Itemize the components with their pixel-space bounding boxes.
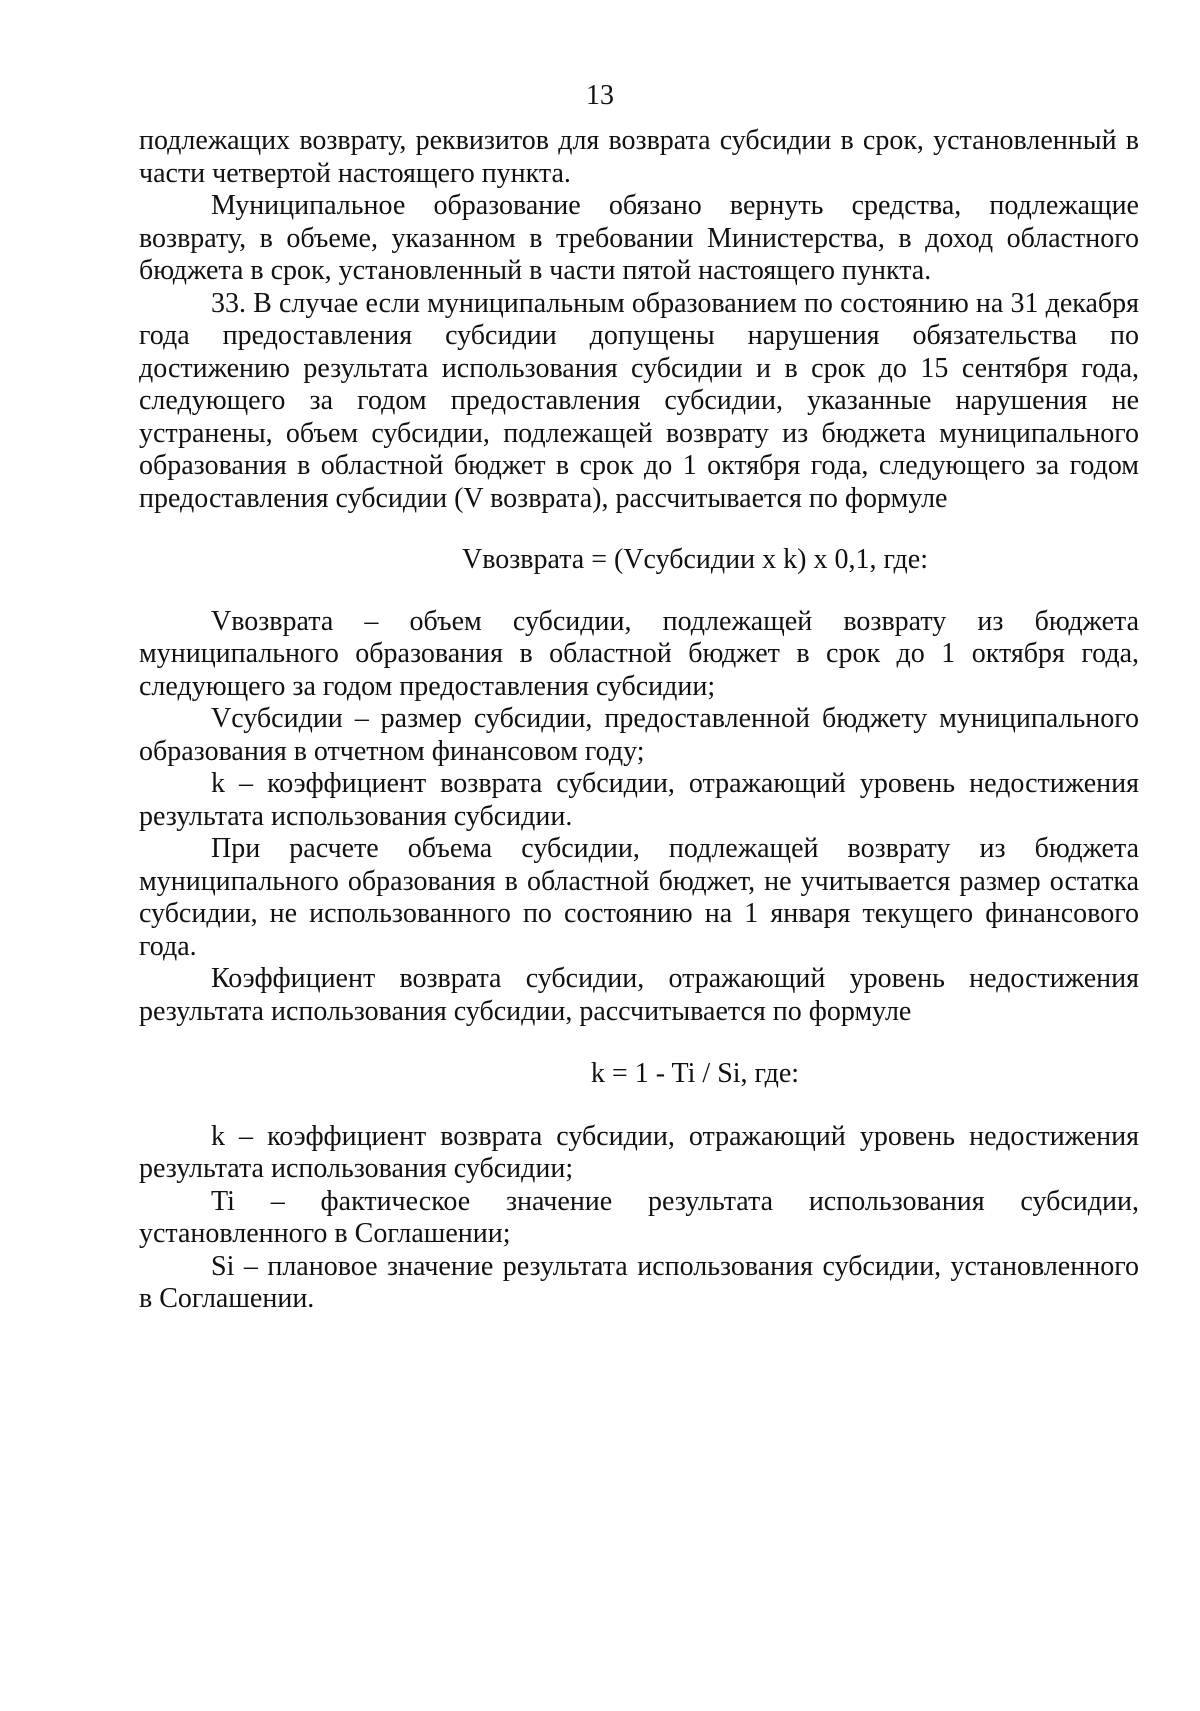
document-body [139, 125, 1139, 1316]
paragraph-clause-33: 33. В случае если муниципальным образованием по состоянию на 31 декабря года предоставления субсидии допущены нарушения обязательства по достижению результата использования субсидии и в срок до 15 сентября года, следующего за годом предоставления субсидии, указанные нарушения не устранены, объем субсидии, подлежащей возврату из бюджета муниципального образования в областной бюджет в срок до 1 октября года, следующего за годом предоставления субсидии (V возврата), рассчитывается по формуле [139, 287, 1139, 514]
paragraph-remainder-note: При расчете объема субсидии, подлежащей возврату из бюджета муниципального образования в областной бюджет, не учитывается размер остатка субсидии, не использованного по состоянию на 1 января текущего финансового года. [139, 833, 1139, 962]
paragraph-coefficient-intro: Коэффициент возврата субсидии, отражающий уровень недостижения результата использования субсидии, рассчитывается по формуле [139, 963, 1139, 1027]
definition-k-repeat: k – коэффициент возврата субсидии, отражающий уровень недостижения результата использования субсидии; [139, 1120, 1139, 1184]
page-number: 13 [586, 80, 614, 111]
definition-ti: Ti – фактическое значение результата использования субсидии, установленного в Соглашении; [139, 1185, 1139, 1249]
paragraph-continuation: подлежащих возврату, реквизитов для возврата субсидии в срок, установленный в части четвертой настоящего пункта. [139, 125, 1139, 189]
definition-si: Si – плановое значение результата использования субсидии, установленного в Соглашении. [139, 1250, 1139, 1314]
formula-return-volume: Vвозврата = (Vсубсидии x k) x 0,1, где: [461, 544, 928, 575]
definition-v-subsidy: Vсубсидии – размер субсидии, предоставленной бюджету муниципального образования в отчетном финансовом году; [139, 703, 1139, 767]
definition-v-return: Vвозврата – объем субсидии, подлежащей возврату из бюджета муниципального образования в областной бюджет в срок до 1 октября года, следующего за годом предоставления субсидии; [139, 605, 1139, 702]
formula-coefficient: k = 1 - Ti / Si, где: [590, 1058, 800, 1089]
paragraph-return-obligation: Муниципальное образование обязано вернуть средства, подлежащие возврату, в объеме, указанном в требовании Министерства, в доход областного бюджета в срок, установленный в части пятой настоящего пункта. [139, 190, 1139, 286]
definition-k: k – коэффициент возврата субсидии, отражающий уровень недостижения результата использования субсидии. [139, 768, 1139, 832]
